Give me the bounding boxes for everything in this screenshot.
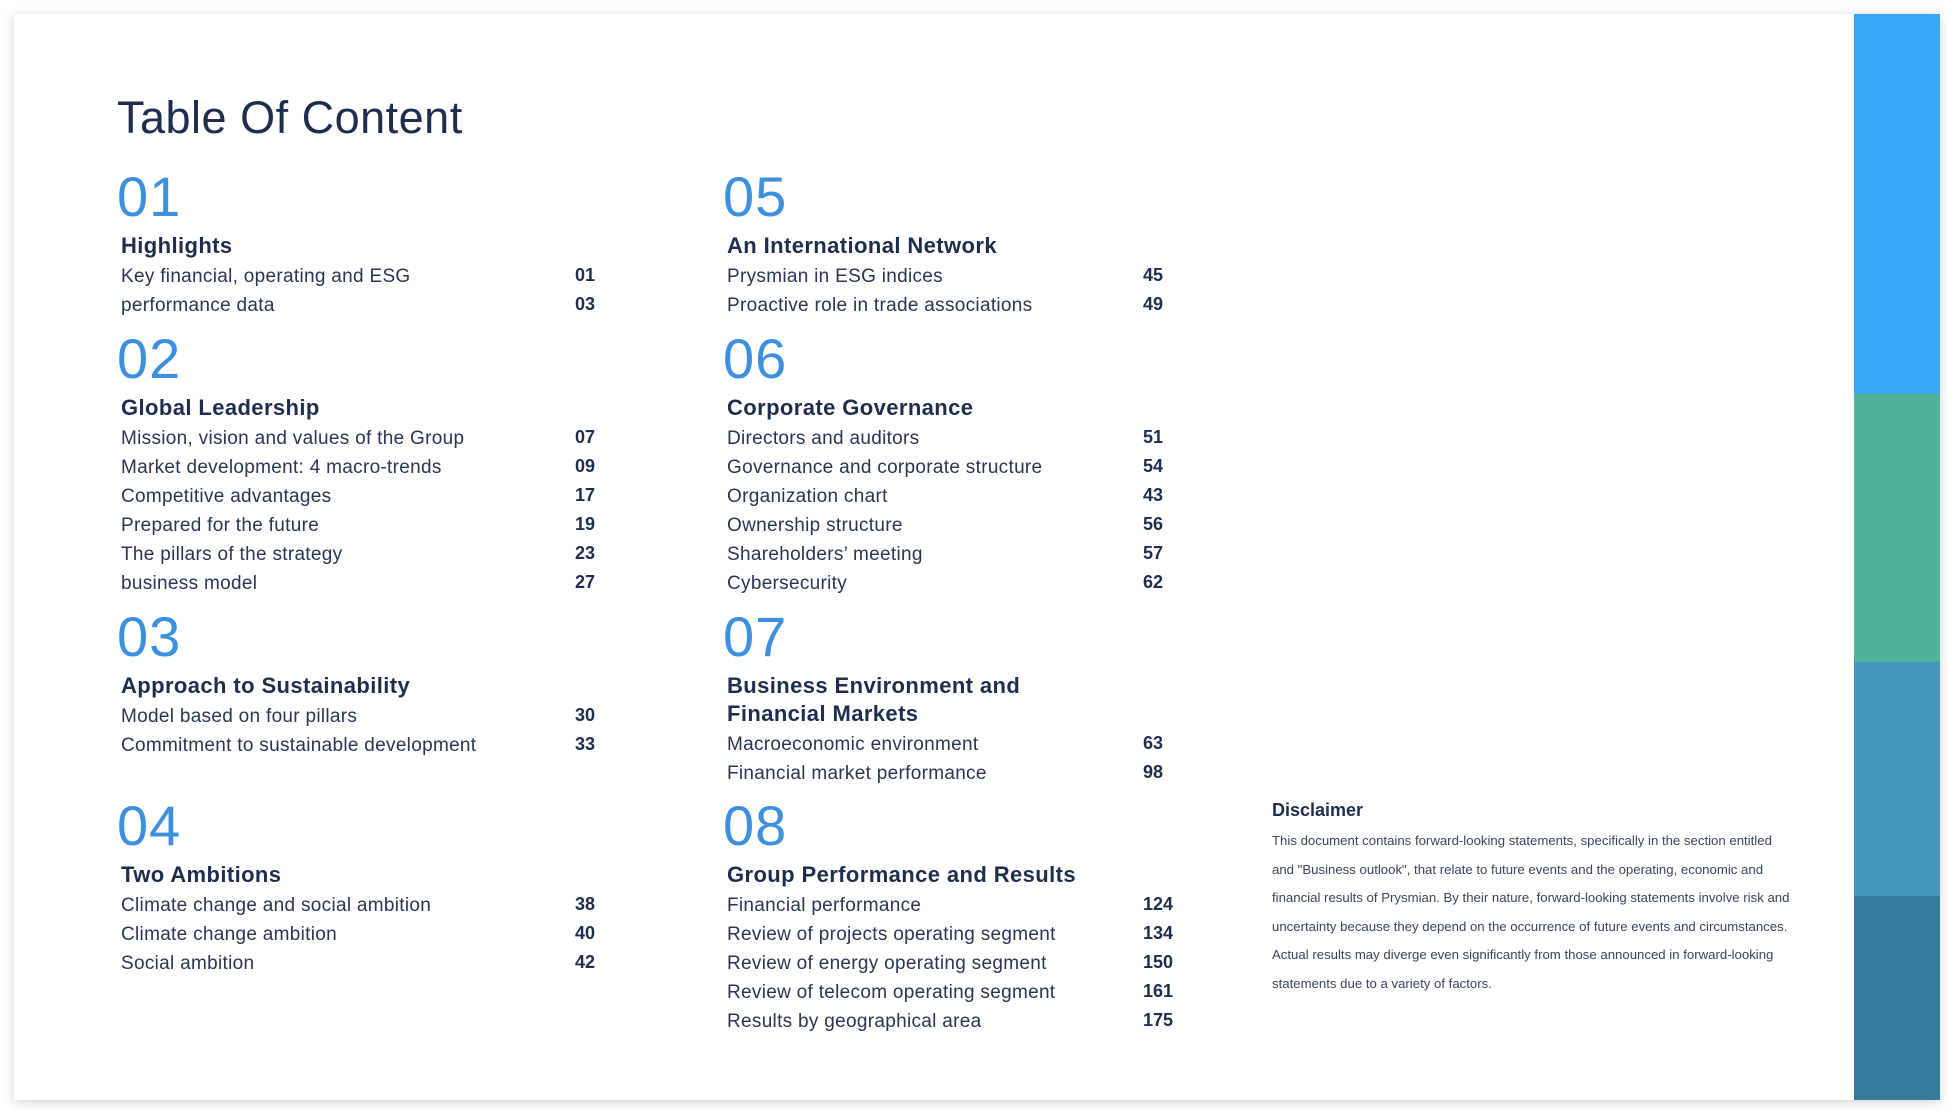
section-title-line-2: Financial Markets bbox=[727, 701, 919, 726]
entry-label: Review of telecom operating segment bbox=[727, 982, 1056, 1003]
section-title: Group Performance and Results bbox=[727, 862, 1077, 887]
toc-entry[interactable] bbox=[727, 949, 1243, 978]
toc-entry[interactable] bbox=[121, 949, 637, 978]
color-band-4 bbox=[1854, 896, 1940, 1100]
entry-page-number: 51 bbox=[1143, 427, 1164, 447]
entry-page-number: 43 bbox=[1143, 485, 1164, 505]
section-title: Corporate Governance bbox=[727, 395, 974, 420]
section-title: Highlights bbox=[121, 233, 233, 258]
toc-entry[interactable] bbox=[121, 482, 637, 511]
entry-page-number: 38 bbox=[575, 894, 596, 914]
toc-entry[interactable] bbox=[727, 453, 1243, 482]
entry-label: performance data bbox=[121, 295, 275, 316]
section-number: 08 bbox=[723, 794, 788, 857]
section-title bbox=[727, 672, 1243, 728]
toc-entry[interactable] bbox=[727, 978, 1243, 1007]
entry-page-number: 150 bbox=[1143, 952, 1174, 972]
entry-page-number: 03 bbox=[575, 294, 596, 314]
entry-page-number: 56 bbox=[1143, 514, 1164, 534]
entry-label: Ownership structure bbox=[727, 515, 903, 536]
toc-entry[interactable] bbox=[121, 262, 637, 291]
toc-entry[interactable] bbox=[121, 702, 637, 731]
color-band-1 bbox=[1854, 14, 1940, 394]
entry-page-number: 63 bbox=[1143, 733, 1164, 753]
toc-entry[interactable] bbox=[121, 891, 637, 920]
entry-label: Macroeconomic environment bbox=[727, 734, 979, 755]
toc-entry[interactable] bbox=[727, 511, 1243, 540]
section-08 bbox=[723, 794, 1243, 1036]
page-title: Table Of Content bbox=[117, 92, 463, 143]
entry-label: Climate change ambition bbox=[121, 924, 338, 945]
toc-entry[interactable] bbox=[727, 891, 1243, 920]
entry-page-number: 07 bbox=[575, 427, 596, 447]
section-number: 06 bbox=[723, 327, 788, 390]
entry-label: Financial performance bbox=[727, 895, 922, 916]
entry-label: Mission, vision and values of the Group bbox=[121, 428, 465, 449]
entry-label: Key financial, operating and ESG bbox=[121, 266, 411, 287]
entry-page-number: 23 bbox=[575, 543, 596, 563]
entry-page-number: 134 bbox=[1143, 923, 1174, 943]
section-number: 07 bbox=[723, 605, 788, 668]
section-03 bbox=[117, 605, 637, 760]
entry-page-number: 30 bbox=[575, 705, 596, 725]
entry-page-number: 27 bbox=[575, 572, 596, 592]
entry-label: business model bbox=[121, 573, 258, 594]
entry-page-number: 40 bbox=[575, 923, 596, 943]
toc-entry[interactable] bbox=[727, 759, 1243, 788]
entry-label: Competitive advantages bbox=[121, 486, 332, 507]
toc-entry[interactable] bbox=[727, 424, 1243, 453]
toc-entry[interactable] bbox=[121, 569, 637, 598]
toc-entry[interactable] bbox=[727, 920, 1243, 949]
disclaimer-title: Disclaimer bbox=[1272, 800, 1364, 820]
toc-entry[interactable] bbox=[727, 482, 1243, 511]
entry-label: Climate change and social ambition bbox=[121, 895, 432, 916]
entry-label: Prysmian in ESG indices bbox=[727, 266, 943, 287]
section-number: 01 bbox=[117, 165, 182, 228]
entry-label: Prepared for the future bbox=[121, 515, 320, 536]
entry-page-number: 124 bbox=[1143, 894, 1174, 914]
section-title: Two Ambitions bbox=[121, 862, 282, 887]
section-title: Global Leadership bbox=[121, 395, 320, 420]
entry-page-number: 17 bbox=[575, 485, 596, 505]
toc-entry[interactable] bbox=[121, 453, 637, 482]
entry-page-number: 175 bbox=[1143, 1010, 1174, 1030]
section-number: 02 bbox=[117, 327, 182, 390]
section-title: An International Network bbox=[727, 233, 997, 258]
entry-page-number: 161 bbox=[1143, 981, 1174, 1001]
section-01 bbox=[117, 165, 637, 320]
toc-entry[interactable] bbox=[727, 262, 1243, 291]
entry-page-number: 45 bbox=[1143, 265, 1164, 285]
entry-page-number: 01 bbox=[575, 265, 596, 285]
entry-page-number: 49 bbox=[1143, 294, 1164, 314]
toc-entry[interactable] bbox=[727, 569, 1243, 598]
entry-label: The pillars of the strategy bbox=[121, 544, 343, 565]
disclaimer bbox=[1272, 800, 1792, 999]
entry-page-number: 98 bbox=[1143, 762, 1164, 782]
section-07 bbox=[723, 605, 1243, 788]
toc-entry[interactable] bbox=[121, 291, 637, 320]
entry-label: Market development: 4 macro-trends bbox=[121, 457, 442, 478]
color-band-3 bbox=[1854, 662, 1940, 896]
entry-page-number: 19 bbox=[575, 514, 596, 534]
entry-page-number: 54 bbox=[1143, 456, 1164, 476]
toc-entry[interactable] bbox=[121, 511, 637, 540]
toc-entry[interactable] bbox=[727, 291, 1243, 320]
color-band-2 bbox=[1854, 394, 1940, 662]
toc-entry[interactable] bbox=[727, 540, 1243, 569]
section-number: 03 bbox=[117, 605, 182, 668]
entry-label: Results by geographical area bbox=[727, 1011, 982, 1032]
entry-label: Commitment to sustainable development bbox=[121, 735, 477, 756]
toc-entry[interactable] bbox=[121, 731, 637, 760]
toc-entry[interactable] bbox=[727, 1007, 1243, 1036]
toc-entry[interactable] bbox=[121, 920, 637, 949]
disclaimer-text: This document contains forward-looking statements, specifically in the section entitled and "Business outlook", that relate to future events and the operating, economic and financial results of Prysmian. By their nature, forward-looking statements involve risk and uncertainty because they depend on the occurrence of future events and circumstances. Actual results may diverge even significantly from those announced in forward-looking statements due to a variety of factors. bbox=[1272, 833, 1790, 991]
section-06 bbox=[723, 327, 1243, 598]
entry-label: Shareholders’ meeting bbox=[727, 544, 923, 565]
toc-entry[interactable] bbox=[727, 730, 1243, 759]
entry-label: Model based on four pillars bbox=[121, 706, 358, 727]
entry-label: Financial market performance bbox=[727, 763, 987, 784]
section-number: 05 bbox=[723, 165, 788, 228]
toc-entry[interactable] bbox=[121, 424, 637, 453]
section-04 bbox=[117, 794, 637, 978]
section-title-line-1: Business Environment and bbox=[727, 673, 1021, 698]
section-05 bbox=[723, 165, 1243, 320]
entry-page-number: 09 bbox=[575, 456, 596, 476]
entry-page-number: 57 bbox=[1143, 543, 1164, 563]
entry-label: Social ambition bbox=[121, 953, 255, 974]
entry-label: Governance and corporate structure bbox=[727, 457, 1043, 478]
entry-label: Proactive role in trade associations bbox=[727, 295, 1033, 316]
section-title: Approach to Sustainability bbox=[121, 673, 411, 698]
entry-label: Review of projects operating segment bbox=[727, 924, 1056, 945]
entry-label: Directors and auditors bbox=[727, 428, 920, 449]
toc-entry[interactable] bbox=[121, 540, 637, 569]
section-02 bbox=[117, 327, 637, 598]
section-number: 04 bbox=[117, 794, 182, 857]
entry-label: Review of energy operating segment bbox=[727, 953, 1047, 974]
entry-page-number: 33 bbox=[575, 734, 596, 754]
entry-page-number: 62 bbox=[1143, 572, 1164, 592]
entry-label: Organization chart bbox=[727, 486, 888, 507]
entry-label: Cybersecurity bbox=[727, 573, 848, 594]
entry-page-number: 42 bbox=[575, 952, 596, 972]
